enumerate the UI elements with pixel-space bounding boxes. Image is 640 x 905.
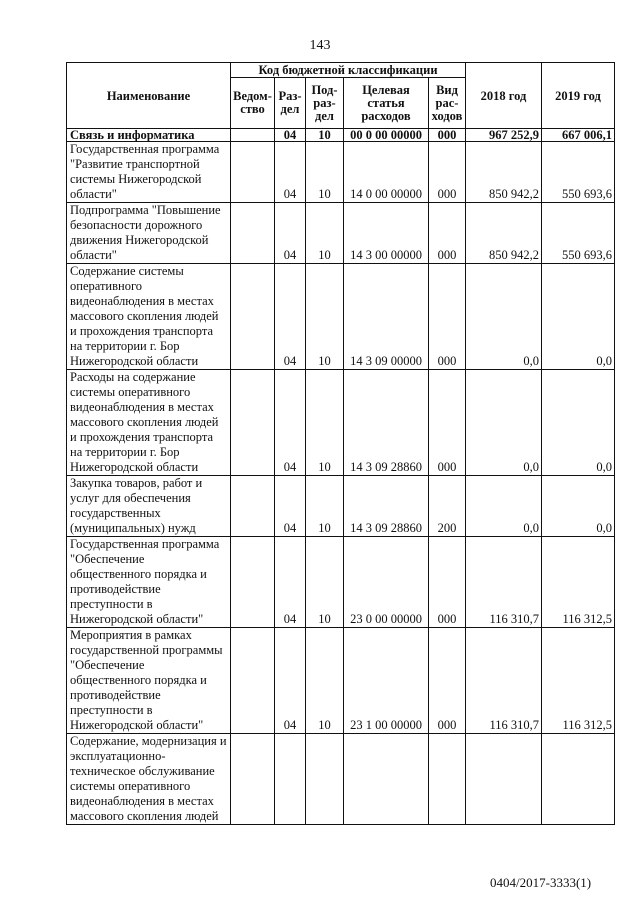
row-vid: 000 xyxy=(429,628,466,734)
row-value-2019: 550 693,6 xyxy=(542,142,615,203)
row-name: Государственная программа "Развитие транспортной системы Нижегородской области" xyxy=(67,142,231,203)
row-value-2019: 0,0 xyxy=(542,370,615,476)
budget-table xyxy=(66,62,615,825)
table-row xyxy=(67,370,615,476)
row-celevaya-statya xyxy=(344,734,429,825)
row-vedomstvo xyxy=(231,129,275,142)
row-value-2018: 967 252,9 xyxy=(466,129,542,142)
header-name: Наименование xyxy=(67,63,231,129)
header-podrazdel: Под-раз-дел xyxy=(306,78,344,129)
row-vedomstvo xyxy=(231,203,275,264)
row-vedomstvo xyxy=(231,142,275,203)
header-razdel: Раз-дел xyxy=(275,78,306,129)
row-name: Мероприятия в рамках государственной программы "Обеспечение общественного порядка и противодействие преступности в Нижегородской области" xyxy=(67,628,231,734)
row-value-2019: 0,0 xyxy=(542,264,615,370)
row-celevaya-statya: 14 3 09 00000 xyxy=(344,264,429,370)
row-vedomstvo xyxy=(231,370,275,476)
row-value-2019: 116 312,5 xyxy=(542,537,615,628)
row-podrazdel: 10 xyxy=(306,628,344,734)
row-celevaya-statya: 23 1 00 00000 xyxy=(344,628,429,734)
table-row xyxy=(67,628,615,734)
row-name: Закупка товаров, работ и услуг для обеспечения государственных (муниципальных) нужд xyxy=(67,476,231,537)
row-vid: 000 xyxy=(429,264,466,370)
header-classification: Код бюджетной классификации xyxy=(231,63,466,78)
row-podrazdel: 10 xyxy=(306,142,344,203)
row-celevaya-statya: 14 3 00 00000 xyxy=(344,203,429,264)
row-vedomstvo xyxy=(231,264,275,370)
header-year-2018: 2018 год xyxy=(466,63,542,129)
table-row xyxy=(67,142,615,203)
row-razdel: 04 xyxy=(275,476,306,537)
row-podrazdel: 10 xyxy=(306,129,344,142)
row-value-2018: 850 942,2 xyxy=(466,142,542,203)
row-value-2019: 667 006,1 xyxy=(542,129,615,142)
table-row xyxy=(67,734,615,825)
row-celevaya-statya: 14 0 00 00000 xyxy=(344,142,429,203)
header-vid-rashodov: Вид рас-ходов xyxy=(429,78,466,129)
row-vid: 000 xyxy=(429,537,466,628)
row-podrazdel: 10 xyxy=(306,537,344,628)
row-value-2018: 0,0 xyxy=(466,264,542,370)
table-row xyxy=(67,264,615,370)
row-vedomstvo xyxy=(231,476,275,537)
row-value-2018 xyxy=(466,734,542,825)
row-vedomstvo xyxy=(231,734,275,825)
row-podrazdel: 10 xyxy=(306,203,344,264)
row-razdel: 04 xyxy=(275,203,306,264)
row-value-2019: 116 312,5 xyxy=(542,628,615,734)
page-number: 143 xyxy=(309,38,331,53)
row-vid: 000 xyxy=(429,203,466,264)
table-row xyxy=(67,537,615,628)
row-value-2018: 850 942,2 xyxy=(466,203,542,264)
row-podrazdel: 10 xyxy=(306,370,344,476)
row-celevaya-statya: 14 3 09 28860 xyxy=(344,370,429,476)
row-razdel: 04 xyxy=(275,264,306,370)
row-razdel: 04 xyxy=(275,370,306,476)
row-vid xyxy=(429,734,466,825)
table-row xyxy=(67,476,615,537)
row-value-2019 xyxy=(542,734,615,825)
row-name: Содержание, модернизация и эксплуатационно-техническое обслуживание системы оперативного видеонаблюдения в местах массового скопления людей xyxy=(67,734,231,825)
row-razdel: 04 xyxy=(275,628,306,734)
row-name: Содержание системы оперативного видеонаблюдения в местах массового скопления людей и прохождения транспорта на территории г. Бор Нижегородской области xyxy=(67,264,231,370)
document-number: 0404/2017-3333(1) xyxy=(490,875,592,890)
row-vedomstvo xyxy=(231,628,275,734)
row-value-2018: 116 310,7 xyxy=(466,628,542,734)
row-razdel: 04 xyxy=(275,129,306,142)
row-razdel xyxy=(275,734,306,825)
row-podrazdel: 10 xyxy=(306,476,344,537)
row-value-2018: 116 310,7 xyxy=(466,537,542,628)
row-celevaya-statya: 00 0 00 00000 xyxy=(344,129,429,142)
row-podrazdel: 10 xyxy=(306,264,344,370)
row-name: Государственная программа "Обеспечение общественного порядка и противодействие преступности в Нижегородской области" xyxy=(67,537,231,628)
row-vid: 000 xyxy=(429,142,466,203)
row-value-2018: 0,0 xyxy=(466,370,542,476)
row-name: Подпрограмма "Повышение безопасности дорожного движения Нижегородской области" xyxy=(67,203,231,264)
row-celevaya-statya: 14 3 09 28860 xyxy=(344,476,429,537)
row-podrazdel xyxy=(306,734,344,825)
row-vid: 200 xyxy=(429,476,466,537)
table-row xyxy=(67,203,615,264)
row-value-2018: 0,0 xyxy=(466,476,542,537)
table-row xyxy=(67,129,615,142)
header-vedomstvo: Ведом-ство xyxy=(231,78,275,129)
header-year-2019: 2019 год xyxy=(542,63,615,129)
row-value-2019: 0,0 xyxy=(542,476,615,537)
row-vid: 000 xyxy=(429,370,466,476)
row-vid: 000 xyxy=(429,129,466,142)
row-value-2019: 550 693,6 xyxy=(542,203,615,264)
header-celevaya-statya: Целевая статья расходов xyxy=(344,78,429,129)
row-vedomstvo xyxy=(231,537,275,628)
row-razdel: 04 xyxy=(275,537,306,628)
row-name: Связь и информатика xyxy=(67,129,231,142)
row-razdel: 04 xyxy=(275,142,306,203)
row-name: Расходы на содержание системы оперативного видеонаблюдения в местах массового скопления людей и прохождения транспорта на территории г. Бор Нижегородской области xyxy=(67,370,231,476)
row-celevaya-statya: 23 0 00 00000 xyxy=(344,537,429,628)
